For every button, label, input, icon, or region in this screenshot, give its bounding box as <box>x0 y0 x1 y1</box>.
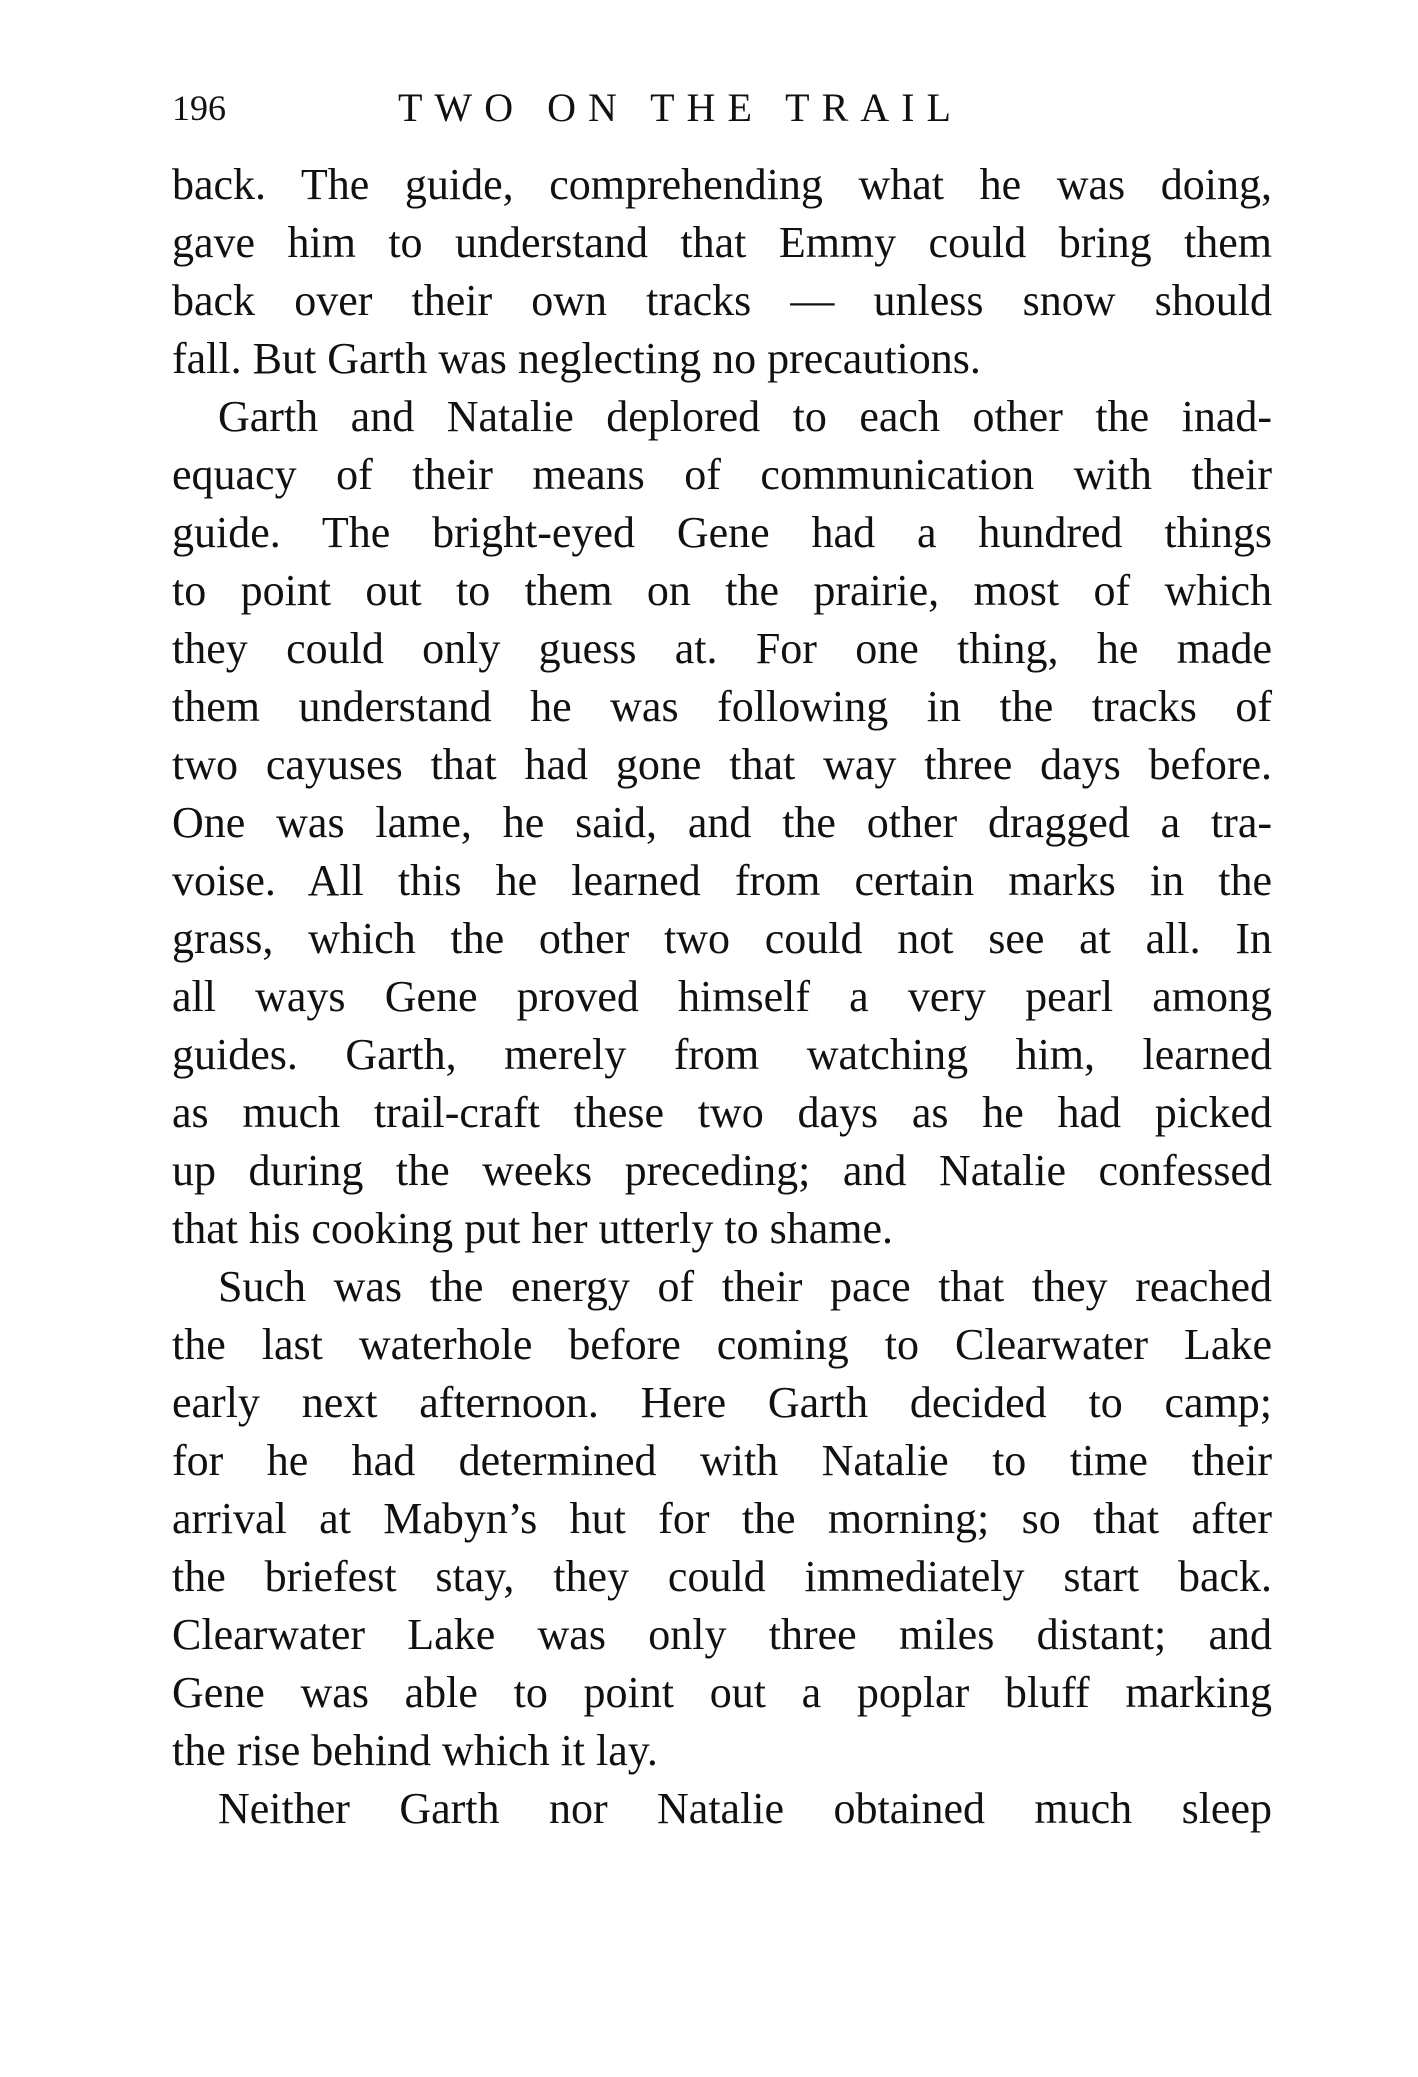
text-line: guide. The bright-eyed Gene had a hundred things <box>172 508 1272 557</box>
body-text <box>172 156 1272 1838</box>
text-line: all ways Gene proved himself a very pearl among <box>172 972 1272 1021</box>
text-line: to point out to them on the prairie, most of which <box>172 566 1272 615</box>
text-line: fall. But Garth was neglecting no precautions. <box>172 334 981 383</box>
page-number: 196 <box>172 88 226 128</box>
text-line: guides. Garth, merely from watching him, learned <box>172 1030 1272 1079</box>
text-line: Garth and Natalie deplored to each other the inad- <box>218 392 1272 441</box>
text-line: voise. All this he learned from certain marks in the <box>172 856 1272 905</box>
text-line: back. The guide, comprehending what he was doing, <box>172 160 1272 209</box>
text-line: as much trail-craft these two days as he had picked <box>172 1088 1272 1137</box>
text-line: Such was the energy of their pace that they reached <box>218 1262 1272 1311</box>
text-line: Neither Garth nor Natalie obtained much sleep <box>218 1784 1272 1833</box>
text-line: the last waterhole before coming to Clearwater Lake <box>172 1320 1272 1369</box>
text-line: two cayuses that had gone that way three days before. <box>172 740 1272 789</box>
text-line: Clearwater Lake was only three miles distant; and <box>172 1610 1272 1659</box>
text-line: the rise behind which it lay. <box>172 1726 658 1775</box>
text-line: equacy of their means of communication with their <box>172 450 1272 499</box>
text-line: them understand he was following in the tracks of <box>172 682 1272 731</box>
running-head <box>172 78 1272 138</box>
text-line: they could only guess at. For one thing, he made <box>172 624 1272 673</box>
text-line: Gene was able to point out a poplar bluff marking <box>172 1668 1272 1717</box>
text-line: the briefest stay, they could immediately start back. <box>172 1552 1272 1601</box>
text-line: back over their own tracks — unless snow should <box>172 276 1272 325</box>
text-line: grass, which the other two could not see at all. In <box>172 914 1272 963</box>
text-line: One was lame, he said, and the other dragged a tra- <box>172 798 1272 847</box>
text-line: for he had determined with Natalie to time their <box>172 1436 1272 1485</box>
running-title: TWO ON THE TRAIL <box>398 85 963 130</box>
text-line: early next afternoon. Here Garth decided to camp; <box>172 1378 1272 1427</box>
text-line: up during the weeks preceding; and Natalie confessed <box>172 1146 1272 1195</box>
text-line: that his cooking put her utterly to shame. <box>172 1204 893 1253</box>
text-line: arrival at Mabyn’s hut for the morning; so that after <box>172 1494 1272 1543</box>
text-line: gave him to understand that Emmy could bring them <box>172 218 1272 267</box>
